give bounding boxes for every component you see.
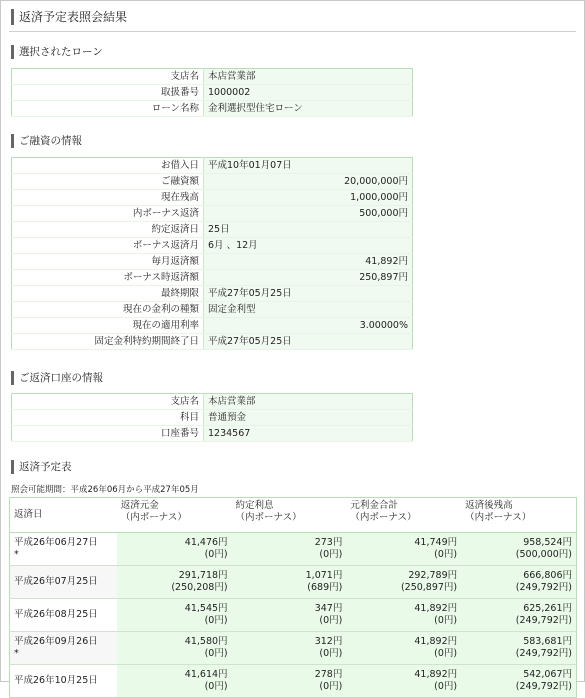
header-line: 返済元金 — [120, 500, 159, 511]
interest-amount — [232, 632, 347, 665]
info-label: ご融資額 — [12, 174, 204, 190]
info-value: 普通預金 — [204, 410, 413, 426]
selected-loan-table — [11, 68, 413, 117]
balance-amount-bonus: (249,792円) — [515, 681, 572, 692]
balance-amount-bonus: (249,792円) — [515, 582, 572, 593]
schedule-row — [10, 533, 577, 566]
info-value: 1234567 — [204, 426, 413, 442]
principal-amount-value: 41,545円 — [184, 603, 228, 614]
info-label: 固定金利特約期間終了日 — [12, 334, 204, 350]
principal-amount — [117, 665, 232, 698]
info-label: 現在の金利の種類 — [12, 302, 204, 318]
repayment-date-text: 平成26年10月25日 — [14, 675, 98, 686]
info-row — [12, 426, 413, 442]
total-amount — [346, 599, 461, 632]
total-amount-bonus: (0円) — [434, 549, 458, 560]
info-value: 平成10年01月07日 — [204, 158, 413, 174]
principal-amount-value: 41,476円 — [184, 537, 228, 548]
info-value: 本店営業部 — [204, 394, 413, 410]
info-row — [12, 394, 413, 410]
schedule-row — [10, 665, 577, 698]
info-value: 3.00000% — [204, 318, 413, 334]
info-label: 内ボーナス返済 — [12, 206, 204, 222]
info-row — [12, 334, 413, 350]
repayment-date — [10, 599, 117, 632]
header-line: 約定利息 — [235, 500, 274, 511]
header-line: 返済後残高 — [465, 500, 513, 511]
info-label: 科目 — [12, 410, 204, 426]
info-row — [12, 254, 413, 270]
info-value: 500,000円 — [204, 206, 413, 222]
info-label: 支店名 — [12, 69, 204, 85]
interest-amount-bonus: (0円) — [319, 615, 343, 626]
info-label: ボーナス時返済額 — [12, 270, 204, 286]
balance-amount-bonus: (249,792円) — [515, 648, 572, 659]
info-value: 平成27年05月25日 — [204, 334, 413, 350]
total-amount-value: 41,892円 — [414, 636, 458, 647]
principal-amount-bonus: (0円) — [204, 549, 228, 560]
total-amount — [346, 566, 461, 599]
info-value: 25日 — [204, 222, 413, 238]
balance-amount-value: 958,524円 — [523, 537, 572, 548]
principal-amount — [117, 533, 232, 566]
total-amount-value: 292,789円 — [408, 570, 458, 581]
balance-amount — [461, 566, 576, 599]
principal-amount — [117, 566, 232, 599]
principal-amount — [117, 632, 232, 665]
repayment-date-text: 平成26年08月25日 — [14, 609, 98, 620]
info-row — [12, 158, 413, 174]
schedule-column-header — [232, 498, 347, 533]
info-label: 毎月返済額 — [12, 254, 204, 270]
total-amount-value: 41,749円 — [414, 537, 458, 548]
info-row — [12, 238, 413, 254]
interest-amount-bonus: (0円) — [319, 648, 343, 659]
principal-amount-value: 291,718円 — [178, 570, 228, 581]
header-subline: （内ボーナス） — [350, 512, 417, 523]
header-subline: （内ボーナス） — [235, 512, 302, 523]
info-label: 支店名 — [12, 394, 204, 410]
interest-amount-value: 1,071円 — [305, 570, 343, 581]
info-row — [12, 69, 413, 85]
info-label: 取扱番号 — [12, 85, 204, 101]
repayment-schedule-table — [9, 497, 577, 698]
header-subline: （内ボーナス） — [465, 512, 532, 523]
schedule-column-header — [346, 498, 461, 533]
holiday-mark: * — [14, 648, 19, 659]
header-line: 元利金合計 — [350, 500, 398, 511]
title-divider — [9, 31, 576, 32]
balance-amount — [461, 533, 576, 566]
total-amount — [346, 533, 461, 566]
info-row — [12, 318, 413, 334]
info-row — [12, 286, 413, 302]
total-amount-value: 41,892円 — [414, 669, 458, 680]
section-title-financing: ご融資の情報 — [11, 134, 82, 148]
interest-amount-value: 278円 — [314, 669, 343, 680]
section-title-account: ご返済口座の情報 — [11, 371, 103, 385]
info-row — [12, 85, 413, 101]
principal-amount-value: 41,614円 — [184, 669, 228, 680]
interest-amount-value: 347円 — [314, 603, 343, 614]
principal-amount-bonus: (250,208円) — [171, 582, 228, 593]
interest-amount-bonus: (0円) — [319, 681, 343, 692]
principal-amount-bonus: (0円) — [204, 648, 228, 659]
repayment-date — [10, 566, 117, 599]
total-amount-bonus: (250,897円) — [400, 582, 458, 593]
schedule-row — [10, 599, 577, 632]
info-label: 現在の適用利率 — [12, 318, 204, 334]
balance-amount-value: 542,067円 — [523, 669, 572, 680]
info-row — [12, 410, 413, 426]
interest-amount — [232, 665, 347, 698]
info-value: 20,000,000円 — [204, 174, 413, 190]
schedule-column-header — [461, 498, 576, 533]
repayment-date — [10, 665, 117, 698]
balance-amount-bonus: (249,792円) — [515, 615, 572, 626]
info-label: 約定返済日 — [12, 222, 204, 238]
schedule-row — [10, 632, 577, 665]
interest-amount — [232, 566, 347, 599]
info-row — [12, 302, 413, 318]
info-row — [12, 206, 413, 222]
inquiry-period: 照会可能期間：平成26年06月から平成27年05月 — [11, 485, 199, 495]
schedule-column-header — [117, 498, 232, 533]
total-amount-bonus: (0円) — [434, 648, 458, 659]
total-amount-bonus: (0円) — [434, 681, 458, 692]
interest-amount-value: 312円 — [314, 636, 343, 647]
interest-amount — [232, 533, 347, 566]
info-value: 1,000,000円 — [204, 190, 413, 206]
schedule-column-header — [10, 498, 117, 533]
balance-amount-value: 583,681円 — [523, 636, 572, 647]
info-label: お借入日 — [12, 158, 204, 174]
repayment-date-text: 平成26年06月27日 — [14, 537, 98, 548]
info-label: 口座番号 — [12, 426, 204, 442]
principal-amount — [117, 599, 232, 632]
holiday-mark: * — [14, 549, 19, 560]
interest-amount-value: 273円 — [314, 537, 343, 548]
info-row — [12, 222, 413, 238]
info-label: ボーナス返済月 — [12, 238, 204, 254]
interest-amount-bonus: (0円) — [319, 549, 343, 560]
info-value: 金利選択型住宅ローン — [204, 101, 413, 117]
balance-amount — [461, 665, 576, 698]
balance-amount-bonus: (500,000円) — [515, 549, 572, 560]
repayment-date — [10, 533, 117, 566]
balance-amount — [461, 632, 576, 665]
info-value: 固定金利型 — [204, 302, 413, 318]
financing-table — [11, 157, 413, 350]
info-row — [12, 174, 413, 190]
balance-amount-value: 666,806円 — [523, 570, 572, 581]
repayment-date-text: 平成26年07月25日 — [14, 576, 98, 587]
total-amount-bonus: (0円) — [434, 615, 458, 626]
interest-amount-bonus: (689円) — [307, 582, 343, 593]
repayment-date — [10, 632, 117, 665]
schedule-row — [10, 566, 577, 599]
info-label: 現在残高 — [12, 190, 204, 206]
section-title-schedule: 返済予定表 — [11, 460, 72, 474]
total-amount — [346, 665, 461, 698]
principal-amount-value: 41,580円 — [184, 636, 228, 647]
info-value: 250,897円 — [204, 270, 413, 286]
info-value: 平成27年05月25日 — [204, 286, 413, 302]
interest-amount — [232, 599, 347, 632]
info-row — [12, 190, 413, 206]
total-amount-value: 41,892円 — [414, 603, 458, 614]
info-label: ローン名称 — [12, 101, 204, 117]
section-title-selected-loan: 選択されたローン — [11, 45, 103, 59]
info-row — [12, 270, 413, 286]
page-title: 返済予定表照会結果 — [11, 9, 127, 25]
info-value: 41,892円 — [204, 254, 413, 270]
principal-amount-bonus: (0円) — [204, 681, 228, 692]
info-value: 6月 、12月 — [204, 238, 413, 254]
info-value: 1000002 — [204, 85, 413, 101]
repayment-date-text: 平成26年09月26日 — [14, 636, 98, 647]
principal-amount-bonus: (0円) — [204, 615, 228, 626]
balance-amount — [461, 599, 576, 632]
info-label: 最終期限 — [12, 286, 204, 302]
balance-amount-value: 625,261円 — [523, 603, 572, 614]
info-row — [12, 101, 413, 117]
total-amount — [346, 632, 461, 665]
header-line: 返済日 — [14, 509, 43, 520]
header-subline: （内ボーナス） — [120, 512, 187, 523]
info-value: 本店営業部 — [204, 69, 413, 85]
account-table — [11, 393, 413, 442]
